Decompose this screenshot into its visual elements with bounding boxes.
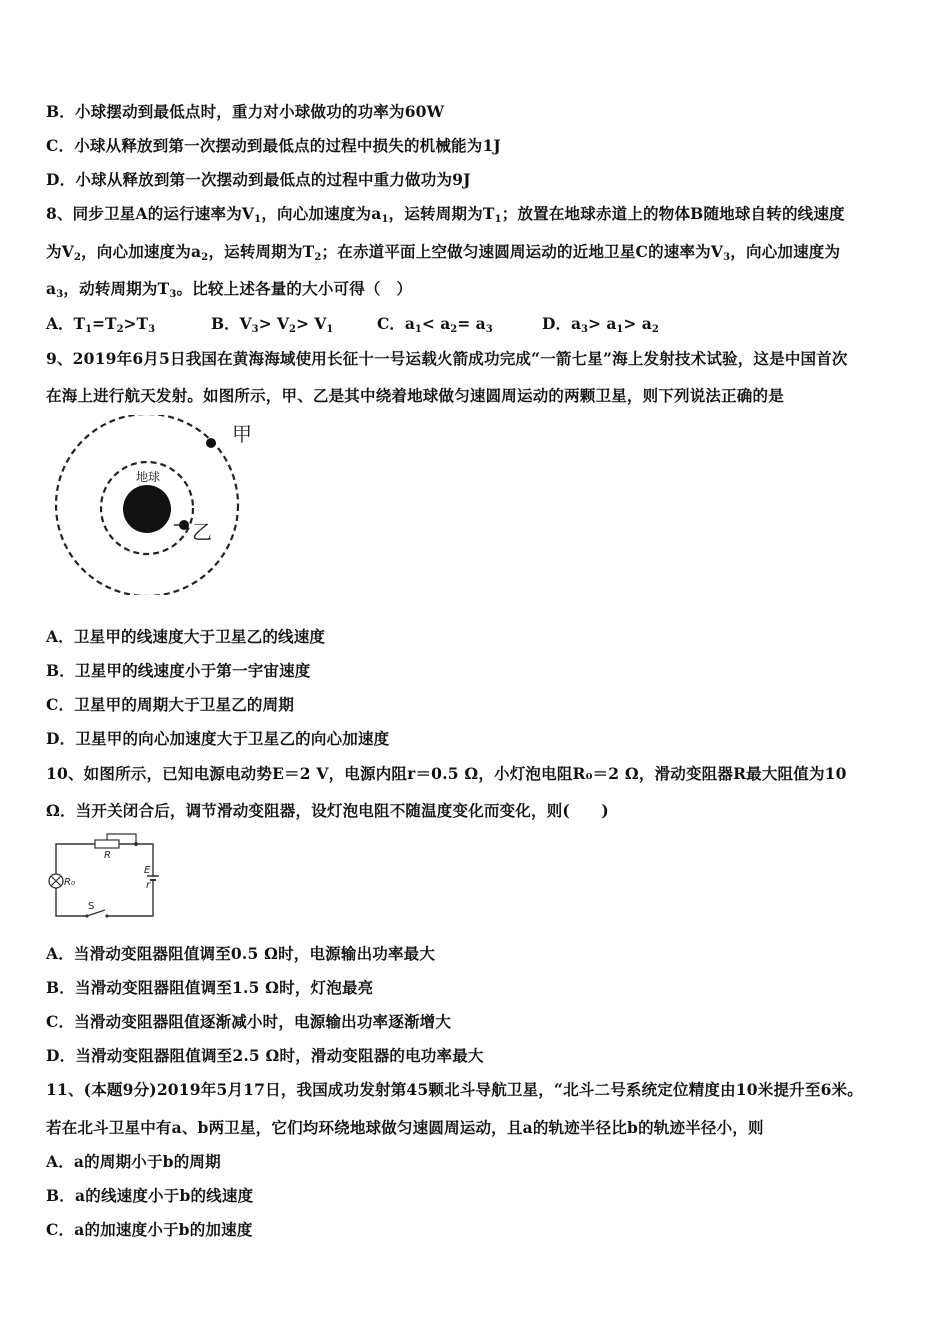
earth-label: 地球 — [136, 470, 161, 484]
q11-option-b: B．a的线速度小于b的线速度 — [46, 1186, 254, 1205]
satellite-jia-label: 甲 — [232, 422, 252, 446]
switch-contact-right — [105, 914, 108, 917]
q10-option-c: C．当滑动变阻器阻值逐渐减小时，电源输出功率逐渐增大 — [46, 1012, 452, 1031]
satellite-jia — [206, 438, 216, 448]
q10-option-b: B．当滑动变阻器阻值调至1.5 Ω时，灯泡最亮 — [46, 978, 374, 997]
label-R: R — [104, 850, 111, 861]
q8-stem-line-2: 为$V_2$，向心加速度为$a_2$，运转周期为$T_2$；在赤道平面上空做匀速圆周运动的近地卫星C的速率为$V_3$，向心加速度为 — [46, 242, 841, 263]
q8-option-c: C．$a_1< a_2= a_3$ — [377, 314, 493, 335]
q9-stem-line-2: 在海上进行航天发射。如图所示，甲、乙是其中绕着地球做匀速圆周运动的两颗卫星，则下列说法正确的是 — [46, 386, 784, 405]
q9-option-a: A．卫星甲的线速度大于卫星乙的线速度 — [46, 627, 326, 646]
q7-option-d: D．小球从释放到第一次摆动到最低点的过程中重力做功为9J — [46, 170, 471, 189]
q9-option-c: C．卫星甲的周期大于卫星乙的周期 — [46, 695, 295, 714]
q8-option-b: B．$V_3> V_2> V_1$ — [211, 314, 334, 335]
circuit-diagram — [48, 832, 163, 920]
q8-stem-line-3: $a_3$，动转周期为$T_3$。比较上述各量的大小可得（ ） — [46, 279, 413, 300]
q9-option-d: D．卫星甲的向心加速度大于卫星乙的向心加速度 — [46, 729, 390, 748]
q7-option-b: B．小球摆动到最低点时，重力对小球做功的功率为60W — [46, 102, 445, 121]
label-r: r — [146, 880, 151, 891]
q10-stem-line-2: Ω．当开关闭合后，调节滑动变阻器，设灯泡电阻不随温度变化而变化，则( ) — [46, 801, 609, 820]
slider-contact — [134, 842, 138, 846]
battery-gap — [151, 877, 155, 879]
q9-stem-line-1: 9、2019年6月5日我国在黄海海域使用长征十一号运载火箭成功完成“一箭七星”海上发射技术试验，这是中国首次 — [46, 349, 848, 368]
q11-option-c: C．a的加速度小于b的加速度 — [46, 1220, 253, 1239]
q8-stem-line-1: 8、同步卫星A的运行速率为$V_1$，向心加速度为$a_1$，运转周期为$T_1$；放置在地球赤道上的物体B随地球自转的线速度 — [46, 204, 845, 225]
switch-gap — [86, 913, 108, 919]
label-R0: R₀ — [64, 877, 75, 888]
earth — [123, 485, 171, 533]
label-E: E — [144, 865, 151, 876]
q11-option-a: A．a的周期小于b的周期 — [46, 1152, 221, 1171]
q7-option-c: C．小球从释放到第一次摆动到最低点的过程中损失的机械能为1J — [46, 136, 501, 155]
q10-option-a: A．当滑动变阻器阻值调至0.5 Ω时，电源输出功率最大 — [46, 944, 436, 963]
q8-option-d: D．$a_3> a_1> a_2$ — [542, 314, 659, 335]
resistor-R — [95, 840, 119, 848]
q10-stem-line-1: 10、如图所示，已知电源电动势E＝2 V，电源内阻r＝0.5 Ω，小灯泡电阻R₀＝2 Ω，滑动变阻器R最大阻值为10 — [46, 764, 847, 783]
q11-stem-line-1: 11、(本题9分)2019年5月17日，我国成功发射第45颗北斗导航卫星，“北斗二号系统定位精度由10米提升至6米。 — [46, 1080, 863, 1099]
q11-stem-line-2: 若在北斗卫星中有a、b两卫星，它们均环绕地球做匀速圆周运动，且a的轨迹半径比b的轨迹半径小，则 — [46, 1118, 764, 1137]
satellite-yi-label: 乙 — [192, 520, 212, 544]
q9-option-b: B．卫星甲的线速度小于第一宇宙速度 — [46, 661, 311, 680]
q8-option-a: A．$T_1=T_2>T_3$ — [46, 314, 156, 335]
orbit-diagram — [50, 415, 270, 595]
q10-option-d: D．当滑动变阻器阻值调至2.5 Ω时，滑动变阻器的电功率最大 — [46, 1046, 484, 1065]
label-S: S — [88, 901, 95, 912]
